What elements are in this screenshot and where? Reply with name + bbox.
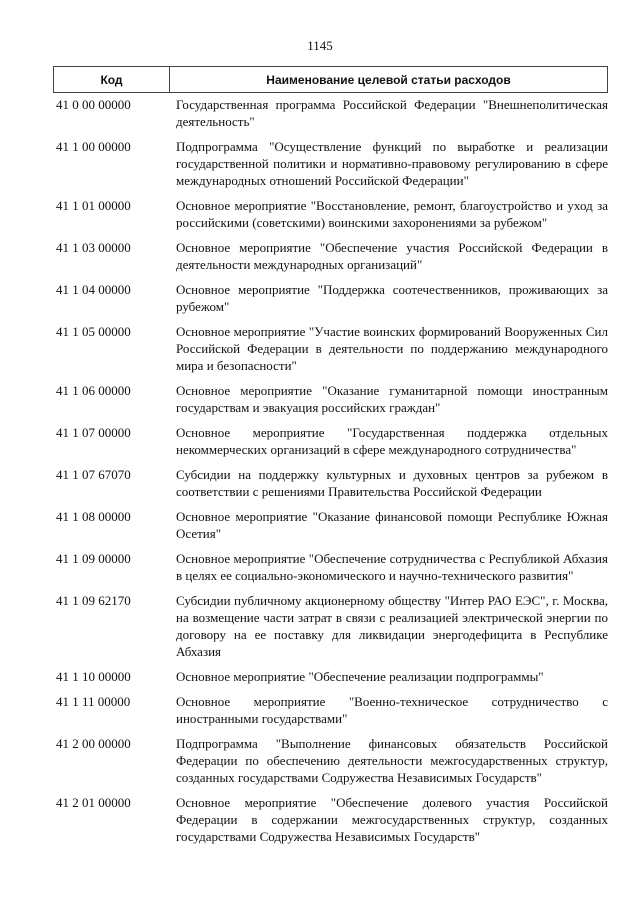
row-name: Субсидии публичному акционерному обществу "Интер РАО ЕЭС", г. Москва, на возмещение части затрат в связи с реализацией электрической энергии по договору на ее поставку для ликвидации энергодефицита в Республике Абхазия — [176, 593, 608, 659]
row-name: Субсидии на поддержку культурных и духовных центров за рубежом в соответствии с решениями Правительства Российской Федерации — [176, 467, 608, 499]
column-header-name: Наименование целевой статьи расходов — [266, 72, 511, 87]
table-row — [53, 592, 608, 660]
row-code: 41 1 06 00000 — [56, 383, 131, 398]
row-code: 41 1 04 00000 — [56, 282, 131, 297]
table-header — [53, 66, 608, 93]
row-name: Государственная программа Российской Федерации "Внешнеполитическая деятельность" — [176, 97, 608, 129]
table-row — [53, 550, 608, 584]
row-code: 41 2 00 00000 — [56, 736, 131, 751]
row-name: Основное мероприятие "Поддержка соотечественников, проживающих за рубежом" — [176, 282, 608, 314]
page-number: 1145 — [307, 38, 333, 53]
row-code: 41 1 07 67070 — [56, 467, 131, 482]
column-header-code: Код — [54, 67, 170, 92]
table-row — [53, 668, 608, 685]
row-name: Основное мероприятие "Восстановление, ремонт, благоустройство и уход за российскими (советскими) воинскими захоронениями за рубежом" — [176, 198, 608, 230]
table-row — [53, 197, 608, 231]
table-row — [53, 382, 608, 416]
row-name: Подпрограмма "Выполнение финансовых обязательств Российской Федерации по обеспечению деятельности межгосударственных структур, созданных государствами Содружества Независимых Государств" — [176, 736, 608, 785]
row-name: Подпрограмма "Осуществление функций по выработке и реализации государственной политики и нормативно-правовому регулированию в сфере международных отношений Российской Федерации" — [176, 139, 608, 188]
row-code: 41 2 01 00000 — [56, 795, 131, 810]
row-name: Основное мероприятие "Оказание гуманитарной помощи иностранным государствам и эвакуация российских граждан" — [176, 383, 608, 415]
table-row — [53, 693, 608, 727]
table-row — [53, 138, 608, 189]
table-row — [53, 735, 608, 786]
row-name: Основное мероприятие "Обеспечение участия Российской Федерации в деятельности международных организаций" — [176, 240, 608, 272]
table-row — [53, 466, 608, 500]
row-code: 41 1 03 00000 — [56, 240, 131, 255]
table-row — [53, 281, 608, 315]
row-code: 41 0 00 00000 — [56, 97, 131, 112]
row-name: Основное мероприятие "Государственная поддержка отдельных некоммерческих организаций в сфере международного сотрудничества" — [176, 425, 608, 457]
row-name: Основное мероприятие "Обеспечение реализации подпрограммы" — [176, 669, 544, 684]
row-code: 41 1 09 00000 — [56, 551, 131, 566]
row-name: Основное мероприятие "Обеспечение сотрудничества с Республикой Абхазия в целях ее социально-экономического и научно-технического развития" — [176, 551, 608, 583]
table-row — [53, 96, 608, 130]
table-row — [53, 508, 608, 542]
row-name: Основное мероприятие "Участие воинских формирований Вооруженных Сил Российской Федерации в деятельности по поддержанию международного мира и безопасности" — [176, 324, 608, 373]
table-row — [53, 424, 608, 458]
row-name: Основное мероприятие "Военно-техническое сотрудничество с иностранными государствами" — [176, 694, 608, 726]
row-code: 41 1 11 00000 — [56, 694, 131, 709]
row-name: Основное мероприятие "Оказание финансовой помощи Республике Южная Осетия" — [176, 509, 608, 541]
row-name: Основное мероприятие "Обеспечение долевого участия Российской Федерации в содержании межгосударственных структур, созданных государствами Содружества Независимых Государств" — [176, 795, 608, 844]
table-body — [53, 96, 608, 853]
row-code: 41 1 08 00000 — [56, 509, 131, 524]
table-row — [53, 239, 608, 273]
row-code: 41 1 00 00000 — [56, 139, 131, 154]
row-code: 41 1 09 62170 — [56, 593, 131, 608]
row-code: 41 1 10 00000 — [56, 669, 131, 684]
row-code: 41 1 07 00000 — [56, 425, 131, 440]
row-code: 41 1 05 00000 — [56, 324, 131, 339]
table-row — [53, 323, 608, 374]
table-row — [53, 794, 608, 845]
row-code: 41 1 01 00000 — [56, 198, 131, 213]
